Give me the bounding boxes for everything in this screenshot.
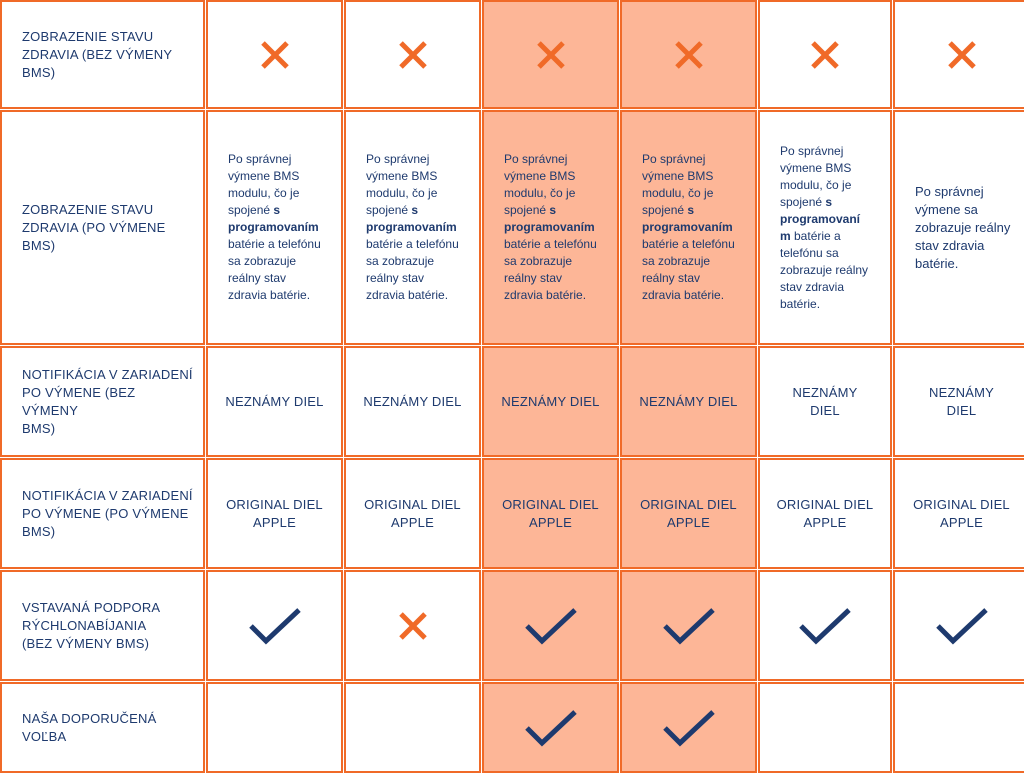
cell-r1-c4 — [620, 0, 757, 109]
cell-r1-c3 — [482, 0, 619, 109]
cell-r3-c6: NEZNÁMY DIEL — [893, 346, 1024, 457]
row-label-text: VSTAVANÁ PODPORA RÝCHLONABÍJANIA (BEZ VÝMENY BMS) — [22, 599, 161, 651]
check-icon — [662, 708, 716, 748]
cross-icon — [945, 38, 979, 72]
row-label-text: ZOBRAZENIE STAVU ZDRAVIA (PO VÝMENE BMS) — [22, 201, 166, 253]
cross-icon — [258, 38, 292, 72]
cell-r4-c6: ORIGINAL DIEL APPLE — [893, 458, 1024, 569]
cell-r1-c6 — [893, 0, 1024, 109]
cell-r2-c3: Po správnej výmene BMS modulu, čo je spojené s programovaním batérie a telefónu sa zobrazuje reálny stav zdravia batérie. — [482, 110, 619, 345]
row-label-health-no-bms — [0, 0, 205, 109]
cell-r2-c5: Po správnej výmene BMS modulu, čo je spojené s programovaní m batérie a telefónu sa zobrazuje reálny stav zdravia batérie. — [758, 110, 892, 345]
cell-r3-c1: NEZNÁMY DIEL — [206, 346, 343, 457]
row-label-health-with-bms — [0, 110, 205, 345]
cell-r3-c2: NEZNÁMY DIEL — [344, 346, 481, 457]
row-label-text: NOTIFIKÁCIA V ZARIADENÍ PO VÝMENE (BEZ VÝMENY BMS) — [22, 366, 193, 436]
cross-icon — [396, 609, 430, 643]
cell-r5-c5 — [758, 570, 892, 681]
cell-r2-c6: Po správnej výmene sa zobrazuje reálny stav zdravia batérie. — [893, 110, 1024, 345]
cell-r3-c5: NEZNÁMY DIEL — [758, 346, 892, 457]
row-label-notification-with-bms — [0, 458, 205, 569]
cross-icon — [672, 38, 706, 72]
cell-r2-c2: Po správnej výmene BMS modulu, čo je spojené s programovaním batérie a telefónu sa zobrazuje reálny stav zdravia batérie. — [344, 110, 481, 345]
row-label-recommended — [0, 682, 205, 773]
cell-r2-c1: Po správnej výmene BMS modulu, čo je spojené s programovaním batérie a telefónu sa zobrazuje reálny stav zdravia batérie. — [206, 110, 343, 345]
row-label-text: ZOBRAZENIE STAVU ZDRAVIA (BEZ VÝMENY BMS) — [22, 28, 173, 80]
cell-r5-c1 — [206, 570, 343, 681]
cell-r4-c1: ORIGINAL DIEL APPLE — [206, 458, 343, 569]
cell-r4-c4: ORIGINAL DIEL APPLE — [620, 458, 757, 569]
cell-r5-c6 — [893, 570, 1024, 681]
row-label-text: NOTIFIKÁCIA V ZARIADENÍ PO VÝMENE (PO VÝMENE BMS) — [22, 487, 193, 539]
cell-r5-c3 — [482, 570, 619, 681]
cross-icon — [534, 38, 568, 72]
check-icon — [798, 606, 852, 646]
cell-r5-c4 — [620, 570, 757, 681]
check-icon — [524, 708, 578, 748]
cell-r6-c4 — [620, 682, 757, 773]
cell-r3-c3: NEZNÁMY DIEL — [482, 346, 619, 457]
cell-r6-c5 — [758, 682, 892, 773]
check-icon — [248, 606, 302, 646]
cell-r4-c5: ORIGINAL DIEL APPLE — [758, 458, 892, 569]
cell-r6-c6 — [893, 682, 1024, 773]
row-label-notification-no-bms — [0, 346, 205, 457]
cell-r2-c4: Po správnej výmene BMS modulu, čo je spojené s programovaním batérie a telefónu sa zobrazuje reálny stav zdravia batérie. — [620, 110, 757, 345]
check-icon — [524, 606, 578, 646]
cross-icon — [808, 38, 842, 72]
cell-r6-c1 — [206, 682, 343, 773]
check-icon — [935, 606, 989, 646]
row-label-fast-charging — [0, 570, 205, 681]
cell-r4-c2: ORIGINAL DIEL APPLE — [344, 458, 481, 569]
cell-r1-c5 — [758, 0, 892, 109]
cell-r6-c2 — [344, 682, 481, 773]
cross-icon — [396, 38, 430, 72]
cell-r4-c3: ORIGINAL DIEL APPLE — [482, 458, 619, 569]
cell-r1-c2 — [344, 0, 481, 109]
check-icon — [662, 606, 716, 646]
cell-r6-c3 — [482, 682, 619, 773]
row-label-text: NAŠA DOPORUČENÁ VOĽBA — [22, 710, 157, 744]
cell-r5-c2 — [344, 570, 481, 681]
cell-r3-c4: NEZNÁMY DIEL — [620, 346, 757, 457]
cell-r1-c1 — [206, 0, 343, 109]
